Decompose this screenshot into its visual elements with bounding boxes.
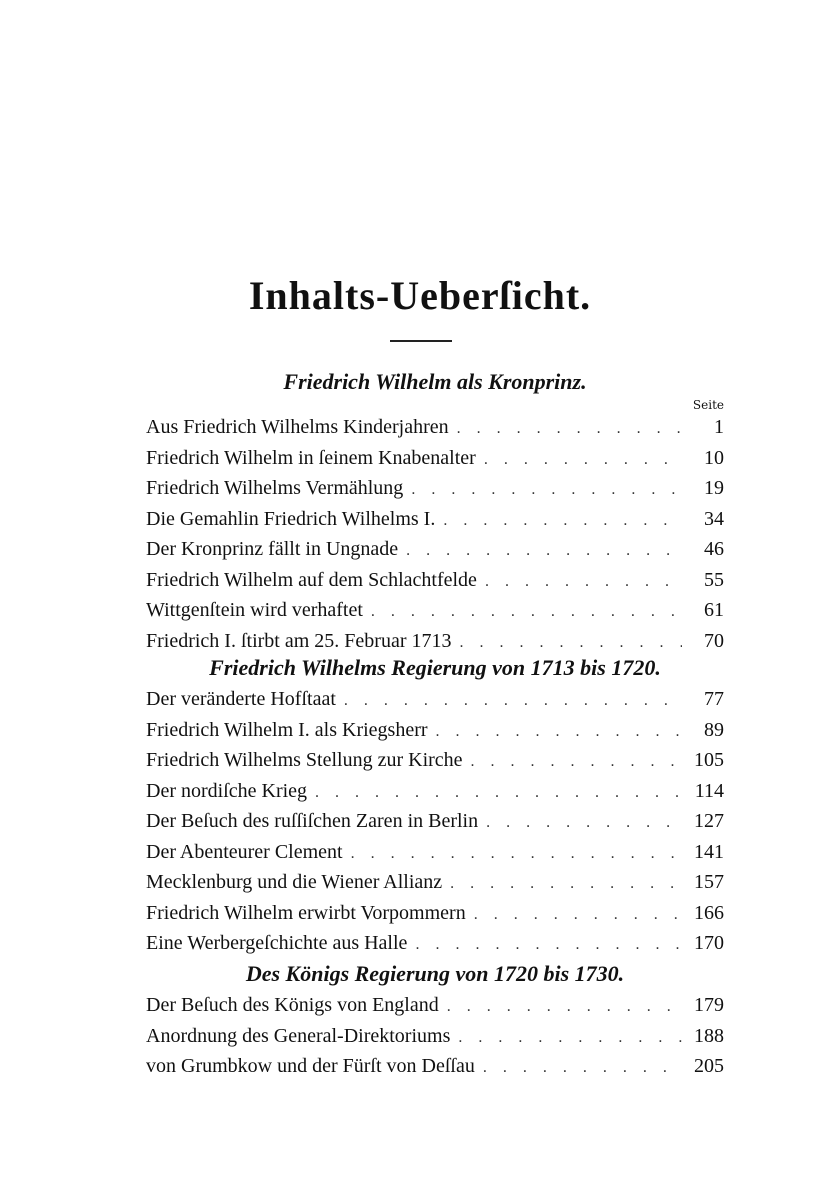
toc-entry bbox=[146, 898, 724, 929]
toc-section-3 bbox=[146, 958, 724, 1082]
entry-title: Friedrich Wilhelms Stellung zur Kirche bbox=[146, 749, 463, 771]
dot-leader bbox=[344, 686, 682, 717]
entry-page-number: 89 bbox=[704, 718, 724, 741]
toc-entry bbox=[146, 1051, 724, 1082]
entry-title: Friedrich Wilhelm erwirbt Vorpommern bbox=[146, 901, 466, 924]
entry-title: Der Kronprinz fällt in Ungnade bbox=[146, 538, 399, 560]
toc-entry bbox=[146, 715, 724, 746]
dot-leader bbox=[485, 567, 682, 598]
toc-entry bbox=[146, 806, 724, 837]
entry-title: Friedrich Wilhelm I. als Kriegsherr bbox=[146, 718, 428, 741]
entry-page-number: 188 bbox=[694, 1024, 724, 1047]
toc-entry bbox=[146, 776, 724, 807]
entry-page-number: 55 bbox=[704, 568, 724, 591]
entry-page-number: 157 bbox=[694, 871, 724, 893]
entry-page-number: 166 bbox=[694, 901, 724, 924]
entry-page-number: 10 bbox=[704, 446, 724, 469]
entry-title: Der Beſuch des ruſſiſchen Zaren in Berlin bbox=[146, 810, 479, 832]
dot-leader bbox=[371, 597, 682, 628]
toc-entry bbox=[146, 595, 724, 626]
section-heading: Des Königs Regierung von 1720 bis 1730. bbox=[245, 961, 625, 986]
entry-title: Eine Werbergeſchichte aus Halle bbox=[146, 932, 408, 954]
dot-leader bbox=[484, 445, 682, 476]
toc-entry bbox=[146, 837, 724, 868]
toc-entry bbox=[146, 565, 724, 596]
entry-page-number: 141 bbox=[694, 840, 724, 863]
section-heading: Friedrich Wilhelm als Kronprinz. bbox=[283, 369, 587, 394]
entry-title: Der nordiſche Krieg bbox=[146, 779, 308, 802]
toc-entry bbox=[146, 684, 724, 715]
entry-title: Mecklenburg und die Wiener Allianz bbox=[146, 871, 443, 893]
dot-leader bbox=[315, 778, 682, 809]
dot-leader bbox=[471, 747, 682, 778]
entry-title: Friedrich I. ſtirbt am 25. Februar 1713 bbox=[146, 629, 452, 652]
section-heading: Friedrich Wilhelms Regierung von 1713 bis 1720. bbox=[209, 655, 661, 680]
dot-leader bbox=[486, 808, 682, 839]
toc-section-2 bbox=[146, 652, 724, 959]
entry-title: Die Gemahlin Friedrich Wilhelms I. bbox=[146, 507, 436, 530]
entry-page-number: 46 bbox=[704, 538, 724, 560]
page-title: Inhalts-Ueberſicht. bbox=[248, 273, 592, 318]
entry-title: Wittgenſtein wird verhaftet bbox=[146, 599, 363, 621]
page-column-label: Seite bbox=[692, 398, 724, 412]
dot-leader bbox=[411, 475, 682, 506]
entry-title: Friedrich Wilhelm auf dem Schlachtfelde bbox=[146, 568, 477, 591]
toc-section-1 bbox=[146, 366, 724, 656]
title-rule bbox=[390, 340, 452, 342]
dot-leader bbox=[450, 869, 682, 900]
entry-title: Der Abenteurer Clement bbox=[146, 840, 343, 863]
entry-page-number: 127 bbox=[694, 810, 724, 832]
toc-entry bbox=[146, 534, 724, 565]
entry-page-number: 105 bbox=[694, 749, 724, 771]
dot-leader bbox=[474, 900, 682, 931]
toc-entry bbox=[146, 443, 724, 474]
toc-entry bbox=[146, 990, 724, 1021]
dot-leader bbox=[443, 506, 682, 537]
toc-entry bbox=[146, 412, 724, 443]
dot-leader bbox=[436, 717, 682, 748]
toc-entry bbox=[146, 504, 724, 535]
entry-page-number: 1 bbox=[714, 416, 724, 438]
dot-leader bbox=[415, 930, 682, 961]
dot-leader bbox=[483, 1053, 682, 1084]
entry-page-number: 205 bbox=[694, 1055, 724, 1077]
entry-title: Der Beſuch des Königs von England bbox=[146, 994, 439, 1016]
entry-page-number: 61 bbox=[704, 599, 724, 621]
entry-page-number: 77 bbox=[704, 688, 724, 710]
dot-leader bbox=[351, 839, 682, 870]
entry-page-number: 114 bbox=[694, 779, 724, 802]
entry-title: Anordnung des General-Direktoriums bbox=[146, 1024, 451, 1047]
entry-title: Der veränderte Hofſtaat bbox=[146, 688, 336, 710]
toc-entry bbox=[146, 928, 724, 959]
dot-leader bbox=[458, 1023, 682, 1054]
entry-title: Friedrich Wilhelms Vermählung bbox=[146, 477, 404, 499]
entry-page-number: 19 bbox=[704, 477, 724, 499]
toc-entry bbox=[146, 473, 724, 504]
dot-leader bbox=[447, 992, 682, 1023]
entry-page-number: 34 bbox=[704, 507, 724, 530]
entry-title: von Grumbkow und der Fürſt von Deſſau bbox=[146, 1055, 475, 1077]
entry-title: Aus Friedrich Wilhelms Kinderjahren bbox=[146, 416, 449, 438]
entry-page-number: 170 bbox=[694, 932, 724, 954]
toc-entry bbox=[146, 1021, 724, 1052]
dot-leader bbox=[457, 414, 682, 445]
entry-page-number: 70 bbox=[704, 629, 724, 652]
dot-leader bbox=[406, 536, 682, 567]
entry-title: Friedrich Wilhelm in ſeinem Knabenalter bbox=[146, 446, 476, 469]
toc-entry bbox=[146, 867, 724, 898]
toc-entry bbox=[146, 745, 724, 776]
entry-page-number: 179 bbox=[694, 994, 724, 1016]
